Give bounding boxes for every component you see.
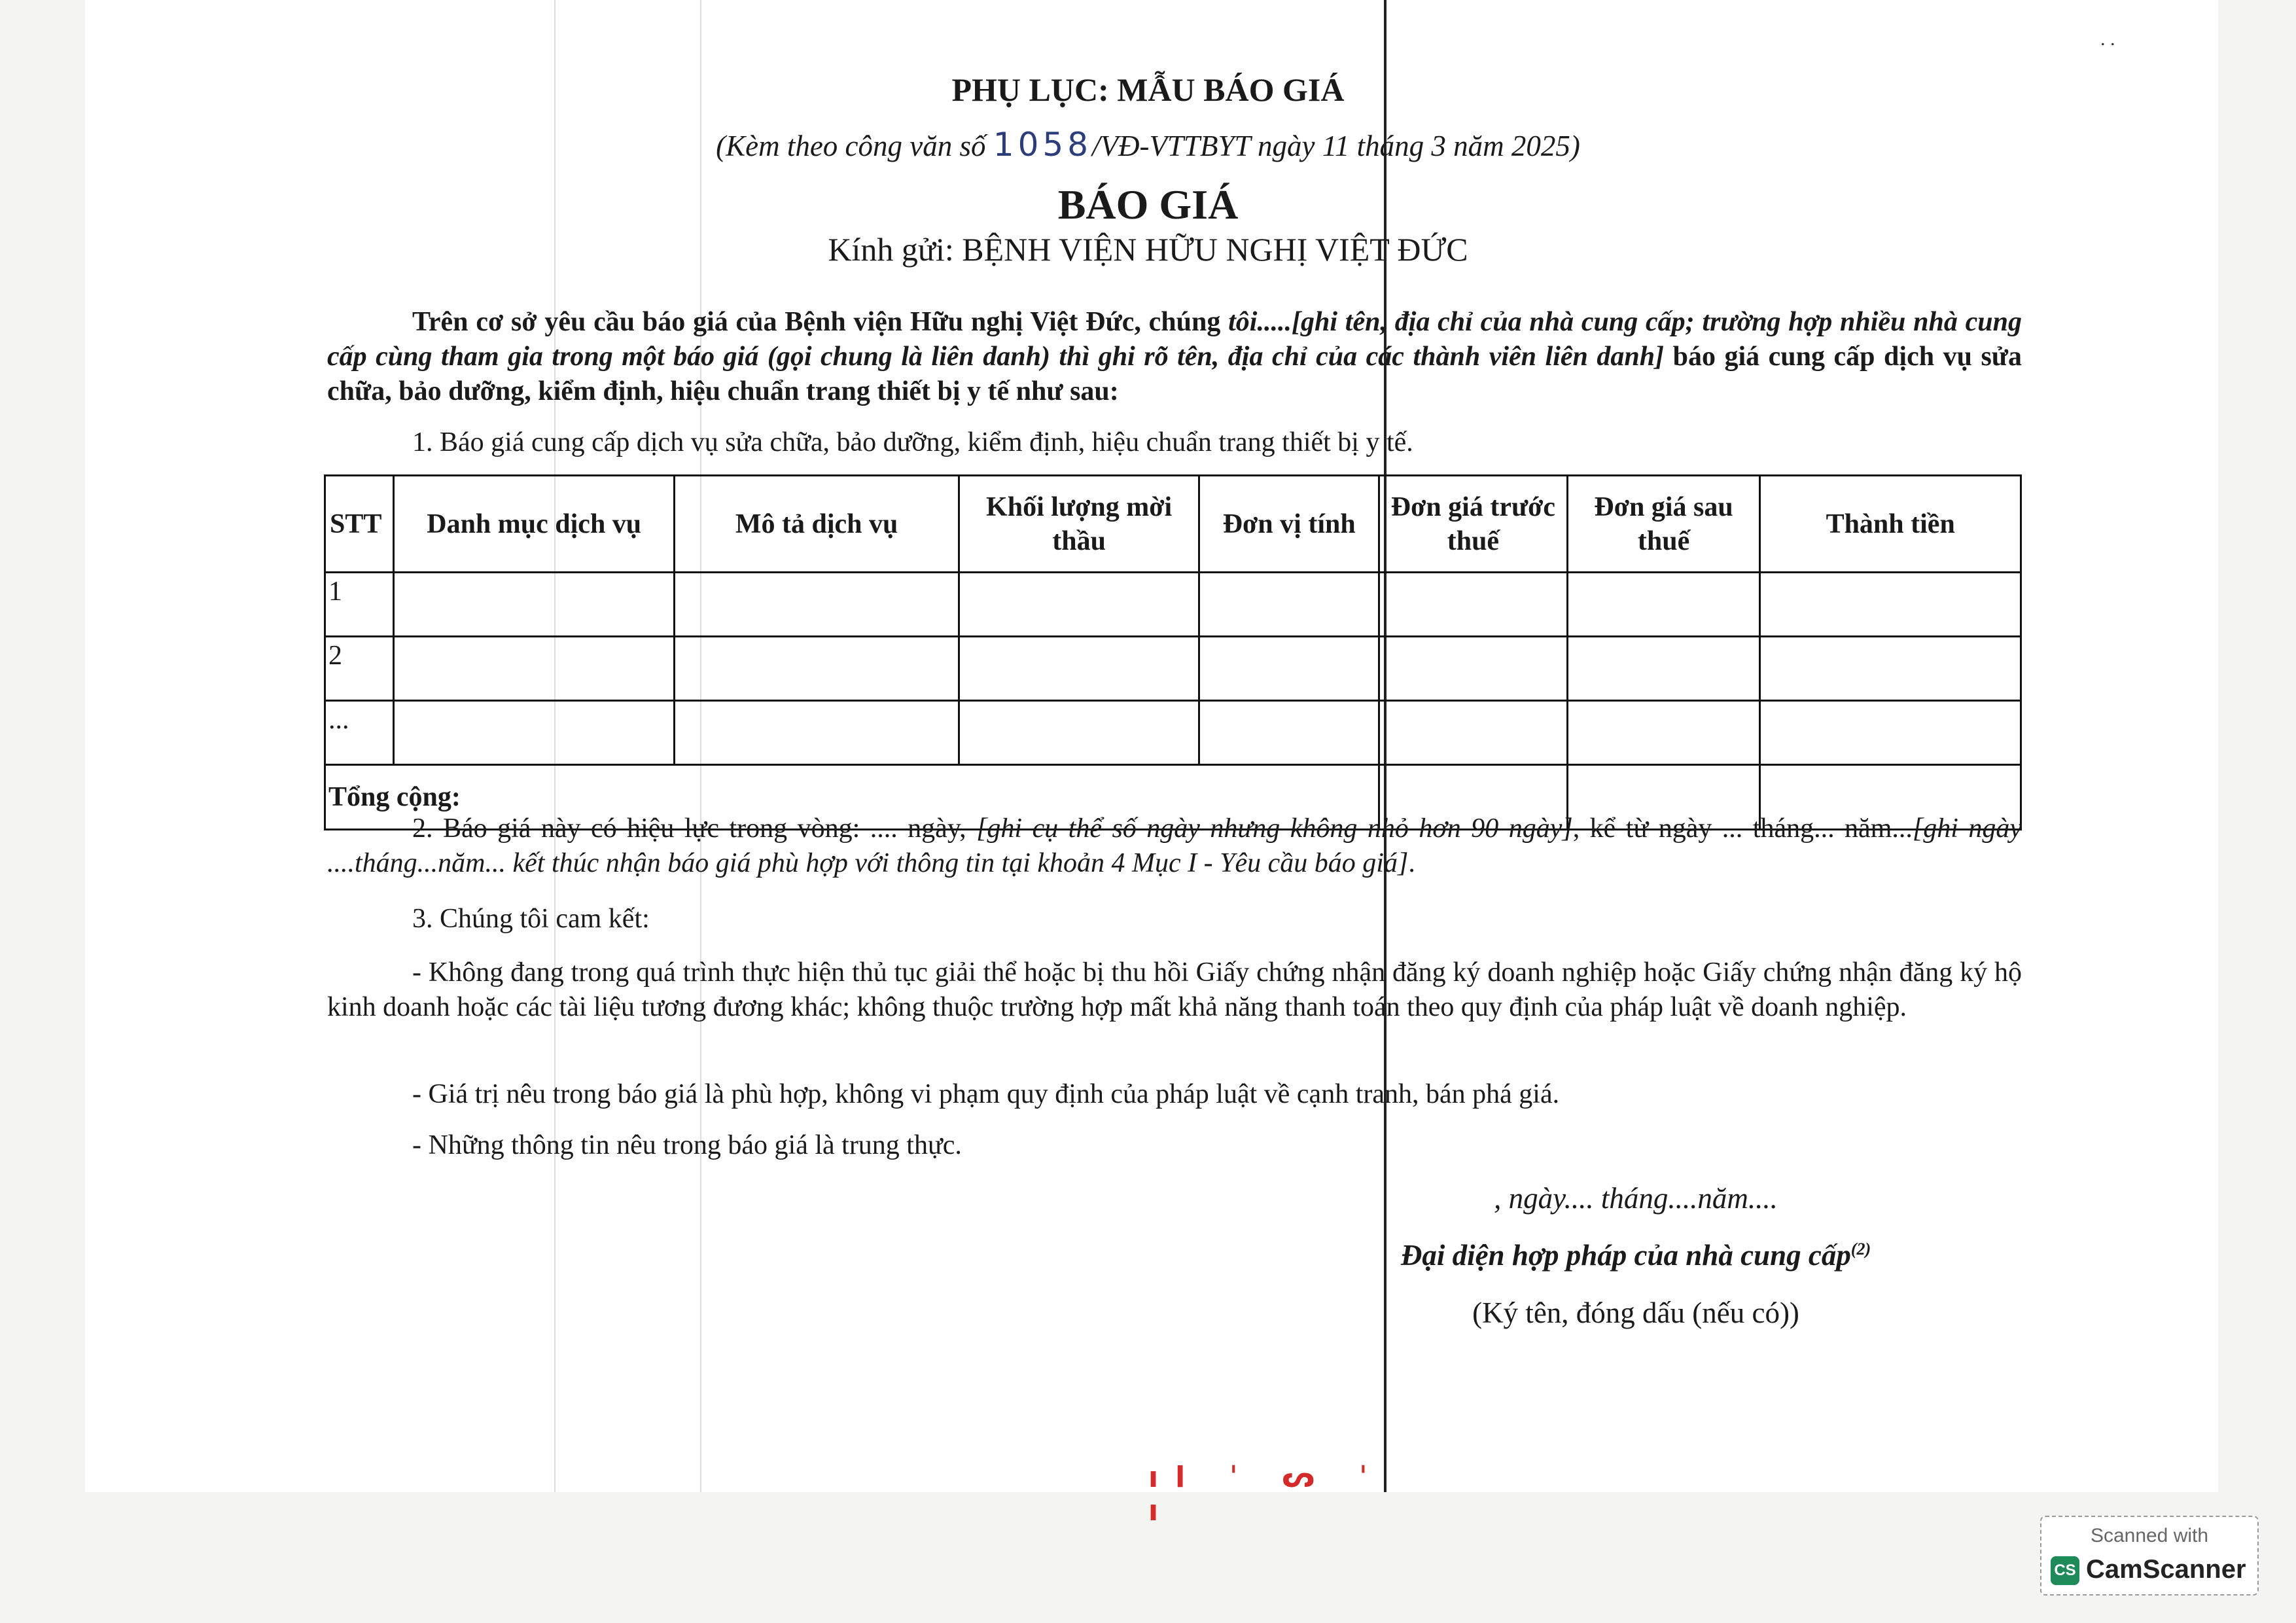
column-header-description: Mô tả dịch vụ [675, 476, 959, 573]
table-header-row [325, 476, 2021, 573]
commitment-item: - Giá trị nêu trong báo giá là phù hợp, không vi phạm quy định của pháp luật về cạnh tranh, bán phá giá. [412, 1079, 1560, 1109]
column-header-unit: Đơn vị tính [1199, 476, 1379, 573]
table-row [325, 701, 2021, 765]
intro-paragraph [327, 305, 2022, 409]
table-row [325, 573, 2021, 637]
badge-app-name: CamScanner [2086, 1555, 2246, 1584]
representative-label: Đại diện hợp pháp của nhà cung cấp [1400, 1239, 1851, 1272]
validity-middle: , kể từ ngày ... tháng... năm... [1572, 813, 1913, 844]
column-header-price-after-tax: Đơn giá sau thuế [1567, 476, 1760, 573]
validity-end: . [1408, 848, 1415, 878]
total-label: Tổng cộng: [325, 765, 1379, 830]
section-3-heading: 3. Chúng tôi cam kết: [412, 904, 650, 934]
intro-placeholder: tôi.....[ghi tên, địa chỉ của nhà cung cấp; trường hợp nhiều nhà cung cấp cùng tham gia trong một báo giá (gọi chung là liên danh) thì ghi rõ tên, địa chỉ của các thành viên liên danh] [327, 307, 2022, 372]
row-stt: 2 [325, 637, 394, 701]
commitment-item: - Những thông tin nêu trong báo giá là trung thực. [412, 1130, 962, 1160]
column-header-price-before-tax: Đơn giá trước thuế [1379, 476, 1568, 573]
reference-suffix: /VĐ-VTTBYT ngày 11 tháng 3 năm 2025) [1092, 130, 1580, 162]
reference-line [0, 126, 2296, 164]
camscanner-badge [2040, 1516, 2259, 1596]
column-header-category: Danh mục dịch vụ [393, 476, 674, 573]
signature-date-line: , ngày.... tháng....năm.... [1494, 1182, 1778, 1215]
row-stt: ... [325, 701, 394, 765]
scan-specks: . . [2100, 28, 2115, 50]
column-header-stt: STT [325, 476, 394, 573]
signature-representative [1374, 1238, 1898, 1272]
red-stamp-fragment: ıl ˈ ᔕ ˈ ı [1148, 1461, 1385, 1527]
footnote-mark: (2) [1850, 1240, 1871, 1258]
document-title: BÁO GIÁ [1057, 181, 1239, 228]
column-header-total: Thành tiền [1760, 476, 2021, 573]
quote-table [324, 474, 2022, 830]
section-1-heading: 1. Báo giá cung cấp dịch vụ sửa chữa, bảo dưỡng, kiểm định, hiệu chuẩn trang thiết bị y tế. [412, 427, 1413, 457]
appendix-title: PHỤ LỤC: MẪU BÁO GIÁ [951, 71, 1345, 108]
camscanner-logo-icon: CS [2051, 1556, 2079, 1585]
signature-instruction: (Ký tên, đóng dấu (nếu có)) [1472, 1296, 1799, 1329]
validity-note-days: [ghi cụ thể số ngày nhưng không nhỏ hơn 90 ngày] [976, 813, 1573, 844]
handwritten-document-number: 1058 [993, 126, 1093, 164]
intro-tail: báo giá cung cấp dịch vụ sửa chữa, bảo dưỡng, kiểm định, hiệu chuẩn trang thiết bị y tế như sau: [327, 342, 2022, 406]
recipient-line: Kính gửi: BỆNH VIỆN HỮU NGHỊ VIỆT ĐỨC [828, 231, 1468, 268]
validity-note-date: [ghi ngày ....tháng...năm... kết thúc nhận báo giá phù hợp với thông tin tại khoản 4 Mục I - Yêu cầu báo giá] [327, 813, 2022, 878]
intro-lead: Trên cơ sở yêu cầu báo giá của Bệnh viện Hữu nghị Việt Đức, chúng [412, 307, 1229, 337]
column-header-volume: Khối lượng mời thầu [959, 476, 1199, 573]
commitment-item: - Không đang trong quá trình thực hiện thủ tục giải thể hoặc bị thu hồi Giấy chứng nhận đăng ký doanh nghiệp hoặc Giấy chứng nhận đăng ký hộ kinh doanh hoặc các tài liệu tương đương khác; không thuộc trường hợp mất khả năng thanh toán theo quy định của pháp luật về doanh nghiệp. [327, 957, 2022, 1022]
section-2-validity [327, 812, 2022, 881]
table-row [325, 637, 2021, 701]
badge-caption: Scanned with [2090, 1525, 2209, 1546]
row-stt: 1 [325, 573, 394, 637]
validity-lead: 2. Báo giá này có hiệu lực trong vòng: .... ngày, [412, 813, 977, 844]
reference-prefix: (Kèm theo công văn số [716, 130, 993, 162]
